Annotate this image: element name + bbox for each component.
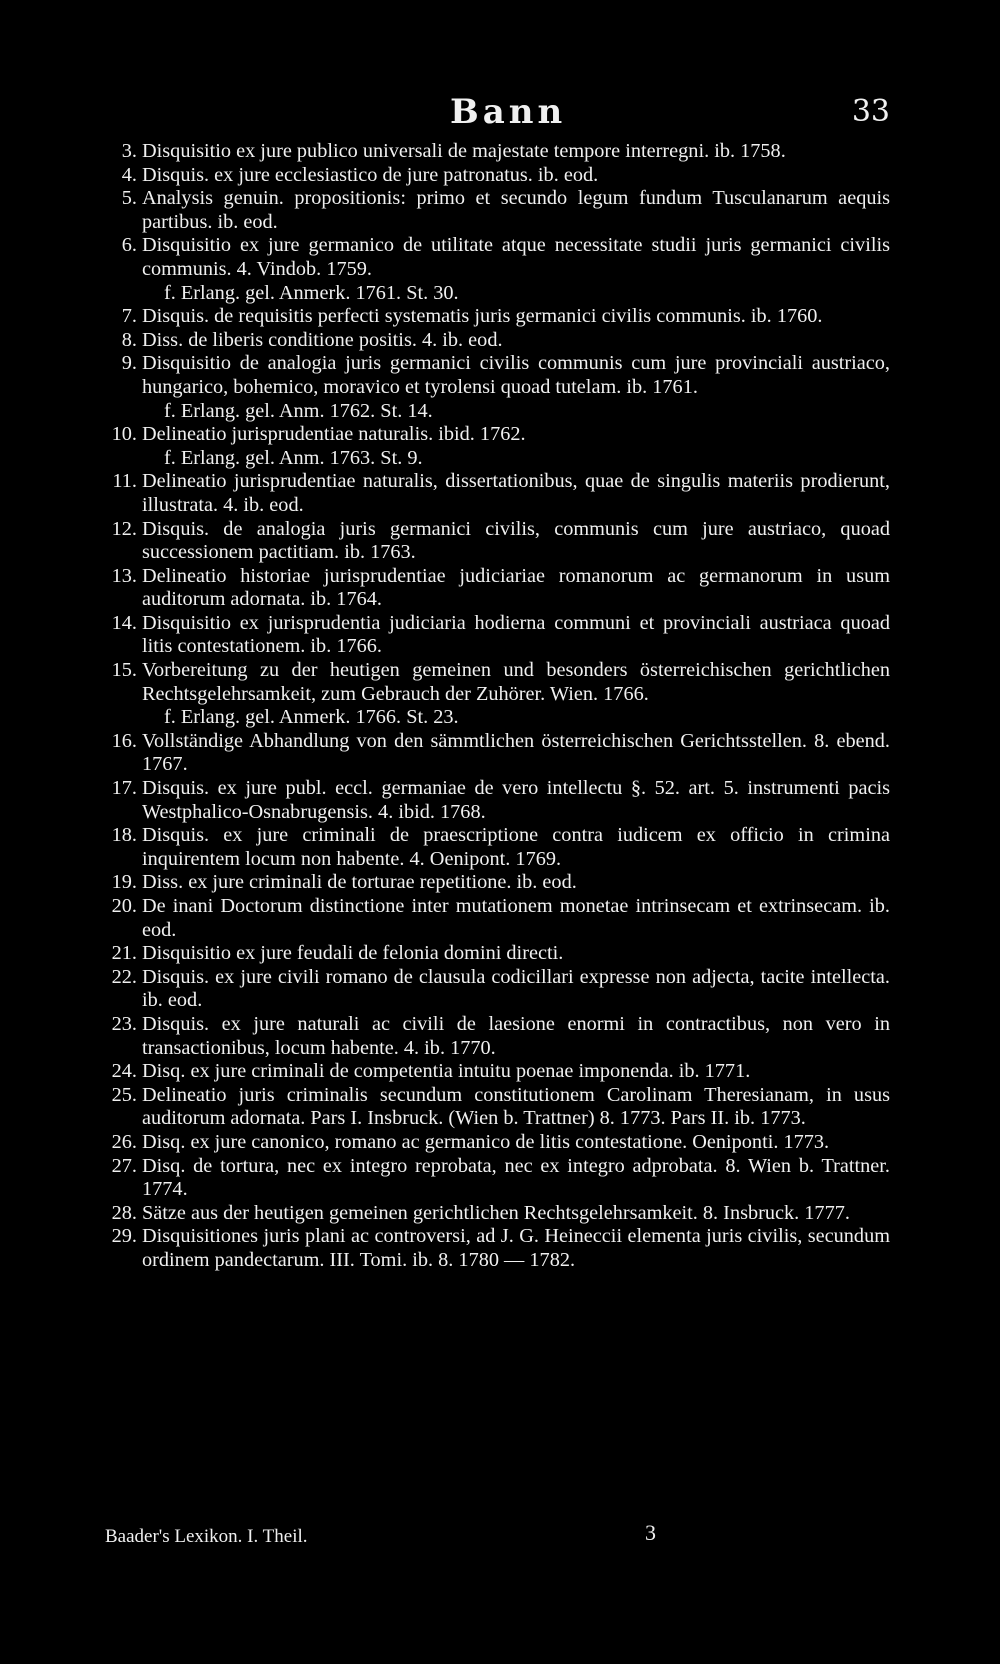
entry-number: 10.	[111, 423, 137, 446]
entry-number: 18.	[111, 824, 137, 847]
list-item	[82, 824, 890, 871]
entry-number: 12.	[111, 517, 137, 540]
list-item	[82, 1060, 890, 1084]
list-item	[82, 423, 890, 470]
entry-number: 13.	[111, 564, 137, 587]
list-item	[82, 777, 890, 824]
entry-text: Delineatio jurisprudentiae naturalis, dissertationibus, quae de singulis materiis prodierunt, illustrata. 4. ib. eod.	[142, 470, 890, 516]
page-footer	[105, 1520, 905, 1550]
entry-number: 6.	[121, 234, 137, 257]
list-item	[82, 470, 890, 517]
entry-text: Vollständige Abhandlung von den sämmtlichen österreichischen Gerichtsstellen. 8. ebend. 1767.	[142, 729, 890, 776]
entry-number: 9.	[121, 352, 137, 375]
bibliography-list	[82, 140, 890, 1273]
entry-number: 25.	[111, 1083, 137, 1106]
page-header	[0, 92, 1000, 136]
entry-text: Disquis. ex jure naturali ac civili de laesione enormi in contractibus, non vero in transactionibus, locum habente. 4. ib. 1770.	[142, 1012, 890, 1059]
entry-text: Disquisitio ex jure germanico de utilitate atque necessitate studii juris germanici civilis communis. 4. Vindob. 1759.	[142, 234, 890, 280]
list-item	[82, 1202, 890, 1226]
entry-review-reference: f. Erlang. gel. Anm. 1762. St. 14.	[164, 399, 433, 422]
list-item	[82, 234, 890, 305]
entry-text: Diss. ex jure criminali de torturae repetitione. ib. eod.	[142, 871, 577, 894]
list-item	[82, 942, 890, 966]
entry-number: 4.	[121, 163, 137, 186]
entry-text: Disquis. ex jure criminali de praescriptione contra iudicem ex officio in crimina inquirentem locum non habente. 4. Oenipont. 1769.	[142, 824, 890, 870]
entry-text: Disquis. de analogia juris germanici civilis, communis cum jure austriaco, quoad successionem pactitiam. ib. 1763.	[142, 517, 890, 564]
entry-number: 17.	[111, 777, 137, 800]
list-item	[82, 187, 890, 234]
entry-review-reference: f. Erlang. gel. Anmerk. 1761. St. 30.	[164, 281, 459, 304]
entry-text: Delineatio historiae jurisprudentiae judiciariae romanorum ac germanorum in usum auditorum adornata. ib. 1764.	[142, 564, 890, 611]
list-item	[82, 329, 890, 353]
printer-signature: Baader's Lexikon. I. Theil.	[105, 1526, 308, 1547]
entry-number: 24.	[111, 1060, 137, 1083]
entry-number: 3.	[121, 140, 137, 162]
entry-number: 15.	[111, 659, 137, 682]
entry-number: 29.	[111, 1225, 137, 1248]
entry-number: 22.	[111, 965, 137, 988]
entry-number: 19.	[111, 871, 137, 894]
entry-text: Analysis genuin. propositionis: primo et secundo legum fundum Tusculanarum aequis partibus. ib. eod.	[142, 187, 890, 233]
list-item	[82, 164, 890, 188]
list-item	[82, 1013, 890, 1060]
entry-number: 28.	[111, 1201, 137, 1224]
list-item	[82, 871, 890, 895]
entry-review-reference: f. Erlang. gel. Anmerk. 1766. St. 23.	[164, 706, 459, 729]
sheet-mark: 3	[645, 1520, 656, 1545]
entry-number: 7.	[121, 305, 137, 328]
entry-text: Delineatio juris criminalis secundum constitutionem Carolinam Theresianam, in usus auditorum adornata. Pars I. Insbruck. (Wien b. Trattner) 8. 1773. Pars II. ib. 1773.	[142, 1083, 890, 1130]
entry-text: Diss. de liberis conditione positis. 4. ib. eod.	[142, 328, 503, 351]
entry-number: 23.	[111, 1012, 137, 1035]
entry-text: Disq. ex jure criminali de competentia intuitu poenae imponenda. ib. 1771.	[142, 1060, 751, 1083]
entry-text: Disquisitio ex jure publico universali de majestate tempore interregni. ib. 1758.	[142, 140, 786, 162]
list-item	[82, 1155, 890, 1202]
entry-text: Delineatio jurisprudentiae naturalis. ibid. 1762.	[142, 423, 526, 446]
entry-number: 20.	[111, 895, 137, 917]
entry-number: 11.	[112, 470, 137, 493]
entry-text: Disquis. ex jure civili romano de clausula codicillari expresse non adjecta, tacite intellecta. ib. eod.	[142, 965, 890, 1012]
list-item	[82, 1131, 890, 1155]
entry-text: Disquisitiones juris plani ac controversi, ad J. G. Heineccii elementa juris civilis, secundum ordinem pandectarum. III. Tomi. ib. 8. 1780 — 1782.	[142, 1225, 890, 1271]
list-item	[82, 612, 890, 659]
page-number: 33	[851, 94, 890, 129]
entry-text: Disquisitio de analogia juris germanici civilis communis cum jure provinciali austriaco, hungarico, bohemico, moravico et tyrolensi quoad tutelam. ib. 1761.	[142, 352, 890, 398]
list-item	[82, 565, 890, 612]
entry-text: Disq. ex jure canonico, romano ac germanico de litis contestatione. Oeniponti. 1773.	[142, 1130, 830, 1153]
entry-text: Disquis. ex jure ecclesiastico de jure patronatus. ib. eod.	[142, 163, 599, 186]
entry-text: Disquis. de requisitis perfecti systematis juris germanici civilis communis. ib. 1760.	[142, 305, 823, 328]
entry-number: 16.	[111, 729, 137, 752]
running-head: Bann	[450, 92, 567, 132]
entry-number: 14.	[111, 611, 137, 634]
list-item	[82, 518, 890, 565]
list-item	[82, 140, 890, 164]
entry-number: 26.	[111, 1130, 137, 1153]
entry-text: Sätze aus der heutigen gemeinen gerichtlichen Rechtsgelehrsamkeit. 8. Insbruck. 1777.	[142, 1201, 850, 1224]
entry-text: Disquisitio ex jure feudali de felonia domini directi.	[142, 942, 564, 965]
entry-text: De inani Doctorum distinctione inter mutationem monetae intrinsecam et extrinsecam. ib. eod.	[142, 895, 890, 941]
entry-review-reference: f. Erlang. gel. Anm. 1763. St. 9.	[164, 446, 423, 469]
list-item	[82, 305, 890, 329]
list-item	[82, 352, 890, 423]
entry-number: 8.	[121, 328, 137, 351]
entry-text: Disquis. ex jure publ. eccl. germaniae de vero intellectu §. 52. art. 5. instrumenti pacis Westphalico-Osnabrugensis. 4. ibid. 1768.	[142, 777, 890, 823]
list-item	[82, 1084, 890, 1131]
list-item	[82, 659, 890, 730]
entry-number: 5.	[121, 187, 137, 210]
entry-text: Disq. de tortura, nec ex integro reprobata, nec ex integro adprobata. 8. Wien b. Trattner. 1774.	[142, 1154, 890, 1201]
list-item	[82, 895, 890, 942]
entry-number: 27.	[111, 1154, 137, 1177]
list-item	[82, 730, 890, 777]
entry-number: 21.	[111, 942, 137, 965]
list-item	[82, 1225, 890, 1272]
entry-text: Vorbereitung zu der heutigen gemeinen und besonders österreichischen gerichtlichen Rechtsgelehrsamkeit, zum Gebrauch der Zuhörer. Wien. 1766.	[142, 659, 890, 705]
entry-text: Disquisitio ex jurisprudentia judiciaria hodierna communi et provinciali austriaca quoad litis contestationem. ib. 1766.	[142, 611, 890, 658]
list-item	[82, 966, 890, 1013]
